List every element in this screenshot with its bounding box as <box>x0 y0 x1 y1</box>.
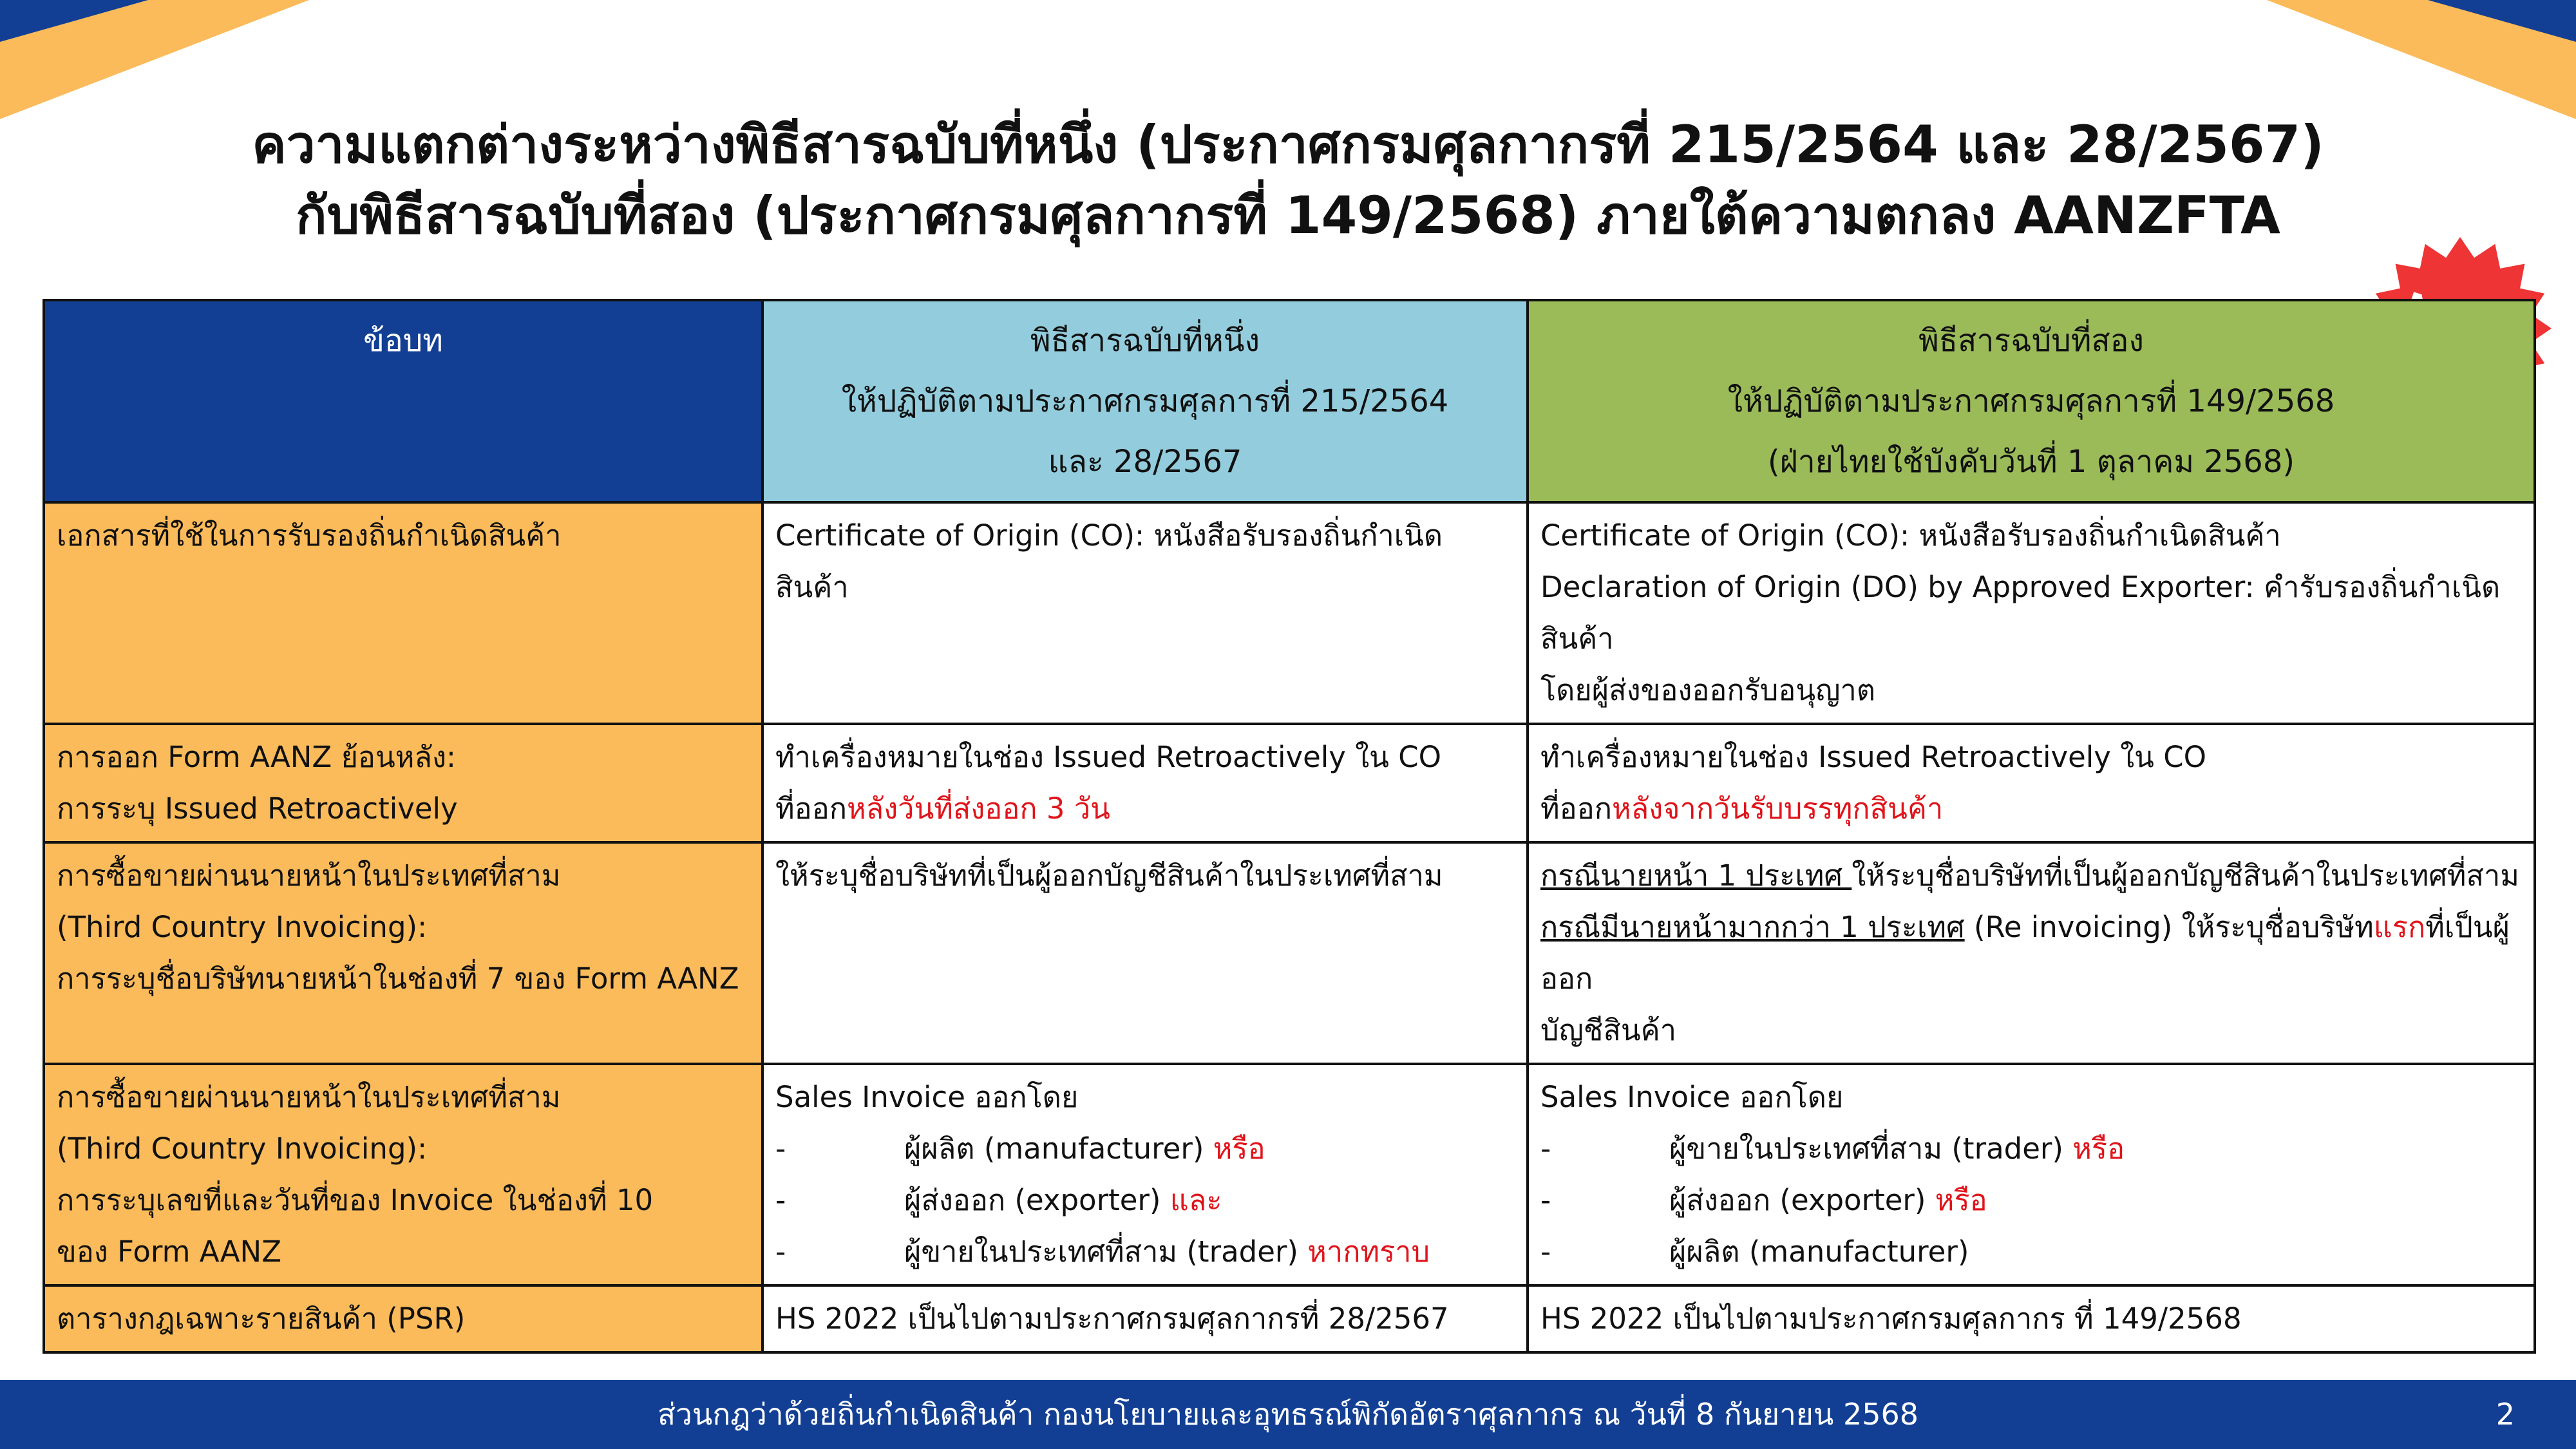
row4-topic: การซื้อขายผ่านนายหน้าในประเทศที่สาม (Third Country Invoicing): การระบุเลขที่และวันที่ของ Invoice ในช่องที่ 10 ของ Form AANZ <box>44 1064 762 1285</box>
comparison-table <box>43 299 2536 1354</box>
row5-topic: ตารางกฎเฉพาะรายสินค้า (PSR) <box>44 1285 762 1352</box>
table-row <box>44 1285 2535 1352</box>
row1-topic: เอกสารที่ใช้ในการรับรองถิ่นกำเนิดสินค้า <box>44 502 762 724</box>
row2-topic: การออก Form AANZ ย้อนหลัง: การระบุ Issued Retroactively <box>44 724 762 842</box>
header-topic: ข้อบท <box>44 300 762 502</box>
row4-first: Sales Invoice ออกโดย - ผู้ผลิต (manufacturer) หรือ - ผู้ส่งออก (exporter) และ - ผู้ขายในประเทศที่สาม (trader) หากทราบ <box>762 1064 1528 1285</box>
table-header-row <box>44 300 2535 502</box>
list-item: - ผู้ส่งออก (exporter) และ <box>775 1183 1222 1217</box>
row2-first: ทำเครื่องหมายในช่อง Issued Retroactively ใน CO ที่ออกหลังวันที่ส่งออก 3 วัน <box>762 724 1528 842</box>
row5-second: HS 2022 เป็นไปตามประกาศกรมศุลกากร ที่ 149/2568 <box>1528 1285 2535 1352</box>
table-row <box>44 842 2535 1064</box>
header-first-protocol: พิธีสารฉบับที่หนึ่ง ให้ปฏิบัติตามประกาศกรมศุลการที่ 215/2564 และ 28/2567 <box>762 300 1528 502</box>
list-item: - ผู้ขายในประเทศที่สาม (trader) หรือ <box>1540 1132 2125 1166</box>
page-title <box>0 109 2576 251</box>
row1-second: Certificate of Origin (CO): หนังสือรับรองถิ่นกำเนิดสินค้า Declaration of Origin (DO) by Approved Exporter: คำรับรองถิ่นกำเนิดสินค้า โดยผู้ส่งของออกรับอนุญาต <box>1528 502 2535 724</box>
table-row <box>44 1064 2535 1285</box>
list-item: - ผู้ส่งออก (exporter) หรือ <box>1540 1183 1987 1217</box>
list-item: - ผู้ผลิต (manufacturer) <box>1540 1235 1969 1269</box>
row4-second: Sales Invoice ออกโดย - ผู้ขายในประเทศที่สาม (trader) หรือ - ผู้ส่งออก (exporter) หรือ - ผู้ผลิต (manufacturer) <box>1528 1064 2535 1285</box>
footer-bar <box>0 1380 2576 1449</box>
list-item: - ผู้ผลิต (manufacturer) หรือ <box>775 1132 1265 1166</box>
row3-second: กรณีนายหน้า 1 ประเทศ ให้ระบุชื่อบริษัทที่เป็นผู้ออกบัญชีสินค้าในประเทศที่สาม กรณีมีนายหน้ามากกว่า 1 ประเทศ (Re invoicing) ให้ระบุชื่อบริษัทแรกที่เป็นผู้ออก บัญชีสินค้า <box>1528 842 2535 1064</box>
title-line-2: กับพิธีสารฉบับที่สอง (ประกาศกรมศุลกากรที่ 149/2568) ภายใต้ความตกลง AANZFTA <box>296 185 2280 245</box>
table-row <box>44 724 2535 842</box>
list-item: - ผู้ขายในประเทศที่สาม (trader) หากทราบ <box>775 1235 1430 1269</box>
row2-second: ทำเครื่องหมายในช่อง Issued Retroactively ใน CO ที่ออกหลังจากวันรับบรรทุกสินค้า <box>1528 724 2535 842</box>
title-line-1: ความแตกต่างระหว่างพิธีสารฉบับที่หนึ่ง (ประกาศกรมศุลกากรที่ 215/2564 และ 28/2567) <box>252 115 2324 175</box>
header-second-protocol: พิธีสารฉบับที่สอง ให้ปฏิบัติตามประกาศกรมศุลการที่ 149/2568 (ฝ่ายไทยใช้บังคับวันที่ 1 ตุลาคม 2568) <box>1528 300 2535 502</box>
footer-text: ส่วนกฎว่าด้วยถิ่นกำเนิดสินค้า กองนโยบายและอุทธรณ์พิกัดอัตราศุลกากร ณ วันที่ 8 กันยายน 2568 <box>657 1397 1919 1432</box>
row3-first: ให้ระบุชื่อบริษัทที่เป็นผู้ออกบัญชีสินค้าในประเทศที่สาม <box>762 842 1528 1064</box>
table-row <box>44 502 2535 724</box>
page-number: 2 <box>2496 1397 2515 1432</box>
row1-first: Certificate of Origin (CO): หนังสือรับรองถิ่นกำเนิดสินค้า <box>762 502 1528 724</box>
row3-topic: การซื้อขายผ่านนายหน้าในประเทศที่สาม (Third Country Invoicing): การระบุชื่อบริษัทนายหน้าในช่องที่ 7 ของ Form AANZ <box>44 842 762 1064</box>
row5-first: HS 2022 เป็นไปตามประกาศกรมศุลกากรที่ 28/2567 <box>762 1285 1528 1352</box>
